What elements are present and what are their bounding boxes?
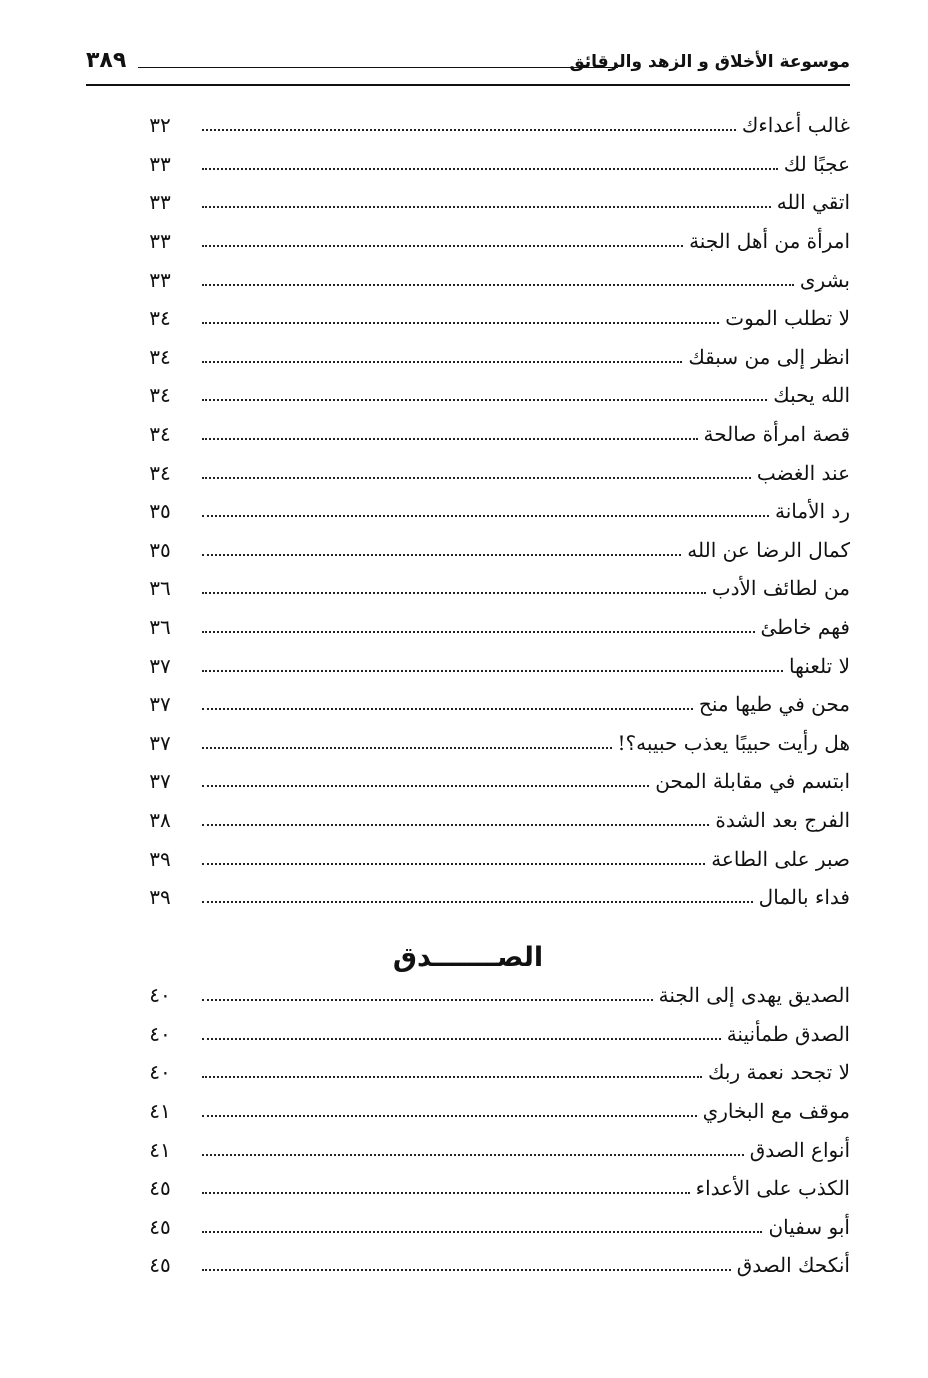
toc-list-part-2 [140,976,850,1285]
toc-entry-page: ٣٥ [149,499,171,524]
toc-leader-dots [202,284,794,286]
toc-entry-page: ٤٠ [149,983,171,1008]
toc-entry-page: ٣٤ [149,306,171,331]
toc-entry-page: ٣٩ [149,885,171,910]
toc-entry [140,569,850,608]
toc-entry-title: فداء بالمال [758,885,850,910]
toc-entry-page: ٤٥ [149,1214,171,1239]
toc-entry-title: الكذب على الأعداء [695,1176,850,1201]
toc-entry-title: عند الغضب [756,460,850,485]
toc-entry [140,1208,850,1247]
toc-entry-page: ٣٤ [149,383,171,408]
toc-entry-title: لا تجحد نعمة ربك [708,1060,850,1085]
toc-entry-page: ٣٦ [149,615,171,640]
toc-entry-title: هل رأيت حبيبًا يعذب حبيبه؟! [617,730,850,755]
toc-entry [140,492,850,531]
toc-entry-title: عجبًا لك [783,151,850,176]
header-title: موسوعة الأخلاق و الزهد والرقائق [569,52,850,72]
toc-entry-title: امرأة من أهل الجنة [689,229,850,254]
toc-leader-dots [202,708,693,710]
toc-leader-dots [202,245,683,247]
toc-entry-page: ٤٥ [149,1253,171,1278]
toc-leader-dots [202,1076,702,1078]
toc-leader-dots [202,361,682,363]
toc-entry [140,1130,850,1169]
toc-entry [140,1015,850,1054]
toc-entry-page: ٣٤ [149,344,171,369]
toc-entry-page: ٤٠ [149,1060,171,1085]
toc-leader-dots [202,1269,731,1271]
header-rule [86,84,850,86]
toc-leader-dots [202,554,681,556]
toc-entry-title: لا تلعنها [789,653,850,678]
toc-leader-dots [202,168,778,170]
toc-entry-page: ٣٤ [149,460,171,485]
toc-leader-dots [202,1038,721,1040]
toc-entry-page: ٤١ [149,1137,171,1162]
toc-leader-dots [202,515,769,517]
toc-entry [140,415,850,454]
toc-entry-page: ٣٧ [149,730,171,755]
toc-entry-title: بشرى [799,267,850,292]
toc-leader-dots [202,747,612,749]
toc-entry [140,762,850,801]
toc-entry-title: محن في طيها منح [698,692,850,717]
toc-leader-dots [202,592,706,594]
header-page-number: ٣٨٩ [86,48,127,73]
toc-entry-page: ٣٥ [149,537,171,562]
toc-leader-dots [202,785,649,787]
toc-entry-title: من لطائف الأدب [711,576,850,601]
toc-entry-title: قصة امرأة صالحة [703,422,850,447]
toc-leader-dots [202,206,771,208]
toc-entry-page: ٣٧ [149,769,171,794]
toc-entry-title: الصدق طمأنينة [726,1021,850,1046]
toc-entry [140,183,850,222]
toc-entry [140,1246,850,1285]
toc-entry-title: أنكحك الصدق [736,1253,850,1278]
toc-entry [140,260,850,299]
toc-entry-page: ٣٨ [149,807,171,832]
toc-entry [140,106,850,145]
toc-entry-page: ٣٣ [149,267,171,292]
toc-entry [140,724,850,763]
toc-entry [140,1092,850,1131]
toc-entry [140,1053,850,1092]
toc-entry [140,685,850,724]
toc-entry-page: ٤٥ [149,1176,171,1201]
toc-entry-title: فهم خاطئ [760,615,850,640]
toc-entry-page: ٣٤ [149,422,171,447]
toc-leader-dots [202,1192,690,1194]
toc-entry-title: الفرج بعد الشدة [715,807,850,832]
toc-entry [140,145,850,184]
toc-leader-dots [202,477,751,479]
toc-entry-title: اتقي الله [776,190,850,215]
toc-leader-dots [202,999,653,1001]
toc-leader-dots [202,1231,762,1233]
toc-entry-page: ٣٩ [149,846,171,871]
toc-entry [140,976,850,1015]
toc-leader-dots [202,1154,744,1156]
toc-leader-dots [202,322,719,324]
toc-entry [140,222,850,261]
toc-entry-title: أبو سفيان [768,1214,850,1239]
toc-entry-page: ٣٢ [149,113,171,138]
toc-entry-title: غالب أعداءك [741,113,850,138]
toc-entry [140,299,850,338]
toc-entry-page: ٣٦ [149,576,171,601]
toc-entry [140,1169,850,1208]
toc-entry-page: ٣٣ [149,229,171,254]
toc-entry [140,878,850,917]
toc-entry-title: لا تطلب الموت [725,306,850,331]
toc-entry-title: رد الأمانة [775,499,850,524]
toc-leader-dots [202,824,709,826]
toc-entry [140,839,850,878]
toc-list-part-1 [140,106,850,916]
toc-entry-page: ٤١ [149,1099,171,1124]
toc-entry-page: ٣٧ [149,692,171,717]
toc-leader-dots [202,438,698,440]
toc-entry [140,453,850,492]
toc-entry [140,338,850,377]
toc-leader-dots [202,1115,697,1117]
header-dash-line [138,67,618,68]
toc-entry [140,646,850,685]
toc-entry-title: ابتسم في مقابلة المحن [655,769,850,794]
toc-entry-title: أنواع الصدق [749,1137,850,1162]
toc-entry [140,376,850,415]
toc-entry-title: الله يحبك [773,383,850,408]
toc-entry-title: صبر على الطاعة [711,846,850,871]
toc-entry-page: ٣٣ [149,151,171,176]
toc-leader-dots [202,670,783,672]
toc-entry [140,531,850,570]
running-header [86,50,850,84]
toc-entry-page: ٣٣ [149,190,171,215]
section-heading: الصـــــــدق [392,942,544,973]
toc-leader-dots [202,863,705,865]
toc-entry [140,608,850,647]
toc-leader-dots [202,631,755,633]
toc-leader-dots [202,901,753,903]
toc-leader-dots [202,129,736,131]
toc-entry-page: ٤٠ [149,1021,171,1046]
toc-entry-page: ٣٧ [149,653,171,678]
toc-entry-title: كمال الرضا عن الله [687,537,850,562]
toc-entry-title: الصديق يهدى إلى الجنة [658,983,850,1008]
toc-entry [140,801,850,840]
toc-entry-title: موقف مع البخاري [702,1099,850,1124]
toc-entry-title: انظر إلى من سبقك [688,344,850,369]
toc-leader-dots [202,399,767,401]
